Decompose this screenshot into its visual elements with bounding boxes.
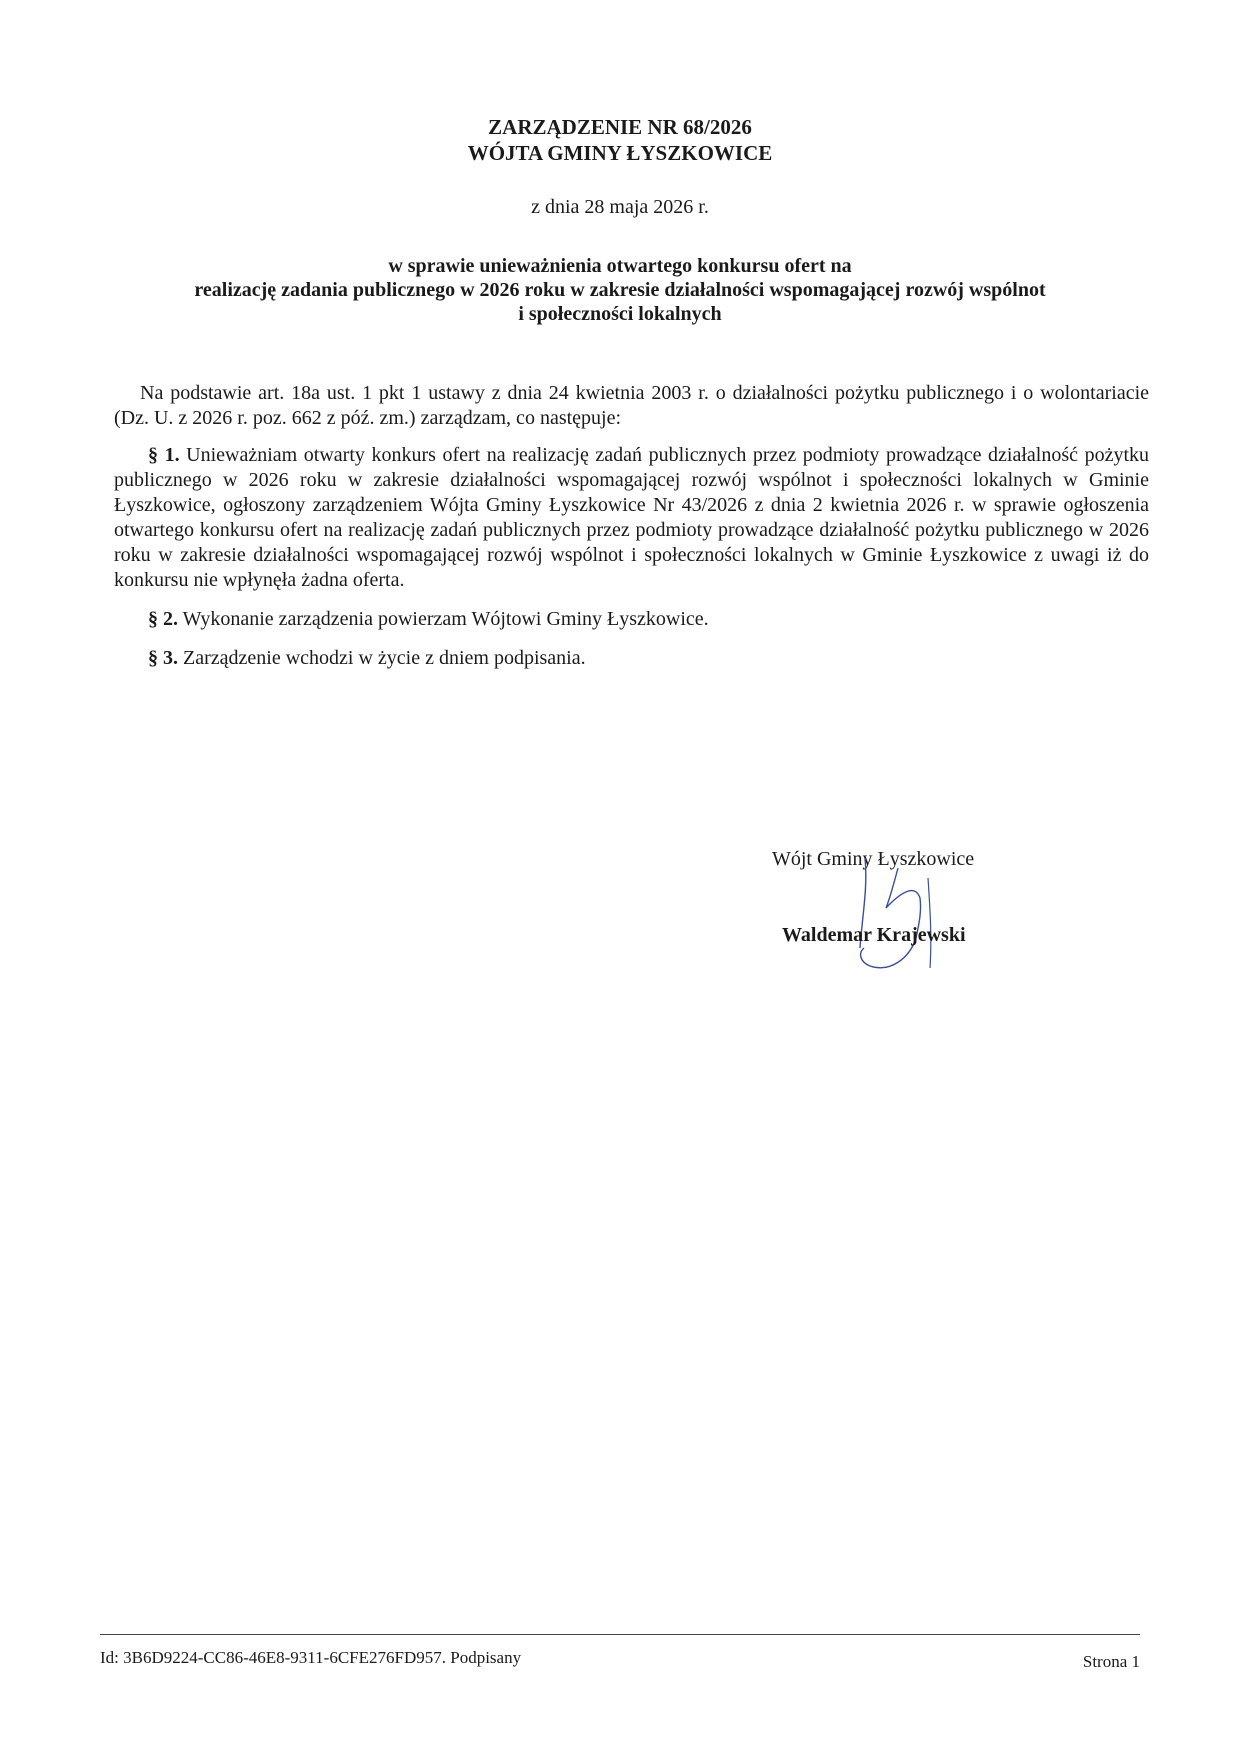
section-2-text: Wykonanie zarządzenia powierzam Wójtowi Gminy Łyszkowice. bbox=[182, 608, 709, 630]
page-number: Strona 1 bbox=[1082, 1652, 1140, 1671]
subject-line-1: w sprawie unieważnienia otwartego konkursu ofert na bbox=[388, 255, 852, 277]
document-date: z dnia 28 maja 2026 r. bbox=[531, 196, 709, 218]
document-subject bbox=[120, 254, 1120, 326]
document-body bbox=[114, 381, 1149, 671]
section-2-number: § 2. bbox=[148, 608, 178, 630]
section-3-paragraph bbox=[114, 646, 1149, 671]
title-line-2: WÓJTA GMINY ŁYSZKOWICE bbox=[467, 141, 773, 165]
section-2-paragraph bbox=[114, 607, 1149, 632]
section-3-text: Zarządzenie wchodzi w życie z dniem podpisania. bbox=[183, 647, 586, 669]
signatory-title: Wójt Gminy Łyszkowice bbox=[772, 848, 975, 870]
footer-divider bbox=[100, 1634, 1140, 1635]
title-line-1: ZARZĄDZENIE NR 68/2026 bbox=[488, 115, 752, 139]
signatory-name: Waldemar Krajewski bbox=[782, 924, 966, 946]
section-1-text: Unieważniam otwarty konkurs ofert na realizację zadań publicznych przez podmioty prowadzące działalność pożytku publicznego w 2026 roku w zakresie działalności wspomagającej rozwój wspólnot i społeczności lokalnych w Gminie Łyszkowice, ogłoszony zarządzeniem Wójta Gminy Łyszkowice Nr 43/2026 z dnia 2 kwietnia 2026 r. w sprawie ogłoszenia otwartego konkursu ofert na realizację zadań publicznych przez podmioty prowadzące działalność pożytku publicznego w 2026 roku w zakresie działalności wspomagającej rozwój wspólnot i społeczności lokalnych w Gminie Łyszkowice z uwagi iż do konkursu nie wpłynęła żadna oferta. bbox=[114, 444, 1150, 591]
handwritten-signature bbox=[820, 838, 960, 988]
document-id: Id: 3B6D9224-CC86-46E8-9311-6CFE276FD957. Podpisany bbox=[100, 1648, 522, 1667]
subject-line-2: realizację zadania publicznego w 2026 roku w zakresie działalności wspomagającej rozwój wspólnot bbox=[194, 279, 1046, 301]
subject-line-3: i społeczności lokalnych bbox=[518, 303, 722, 325]
section-3-number: § 3. bbox=[148, 647, 178, 669]
preamble-paragraph: Na podstawie art. 18a ust. 1 pkt 1 ustawy z dnia 24 kwietnia 2003 r. o działalności pożytku publicznego i o wolontariacie (Dz. U. z 2026 r. poz. 662 z póź. zm.) zarządzam, co następuje: bbox=[114, 382, 1149, 429]
section-1-number: § 1. bbox=[148, 444, 180, 466]
document-title bbox=[0, 114, 1240, 166]
section-1-paragraph bbox=[114, 443, 1149, 593]
